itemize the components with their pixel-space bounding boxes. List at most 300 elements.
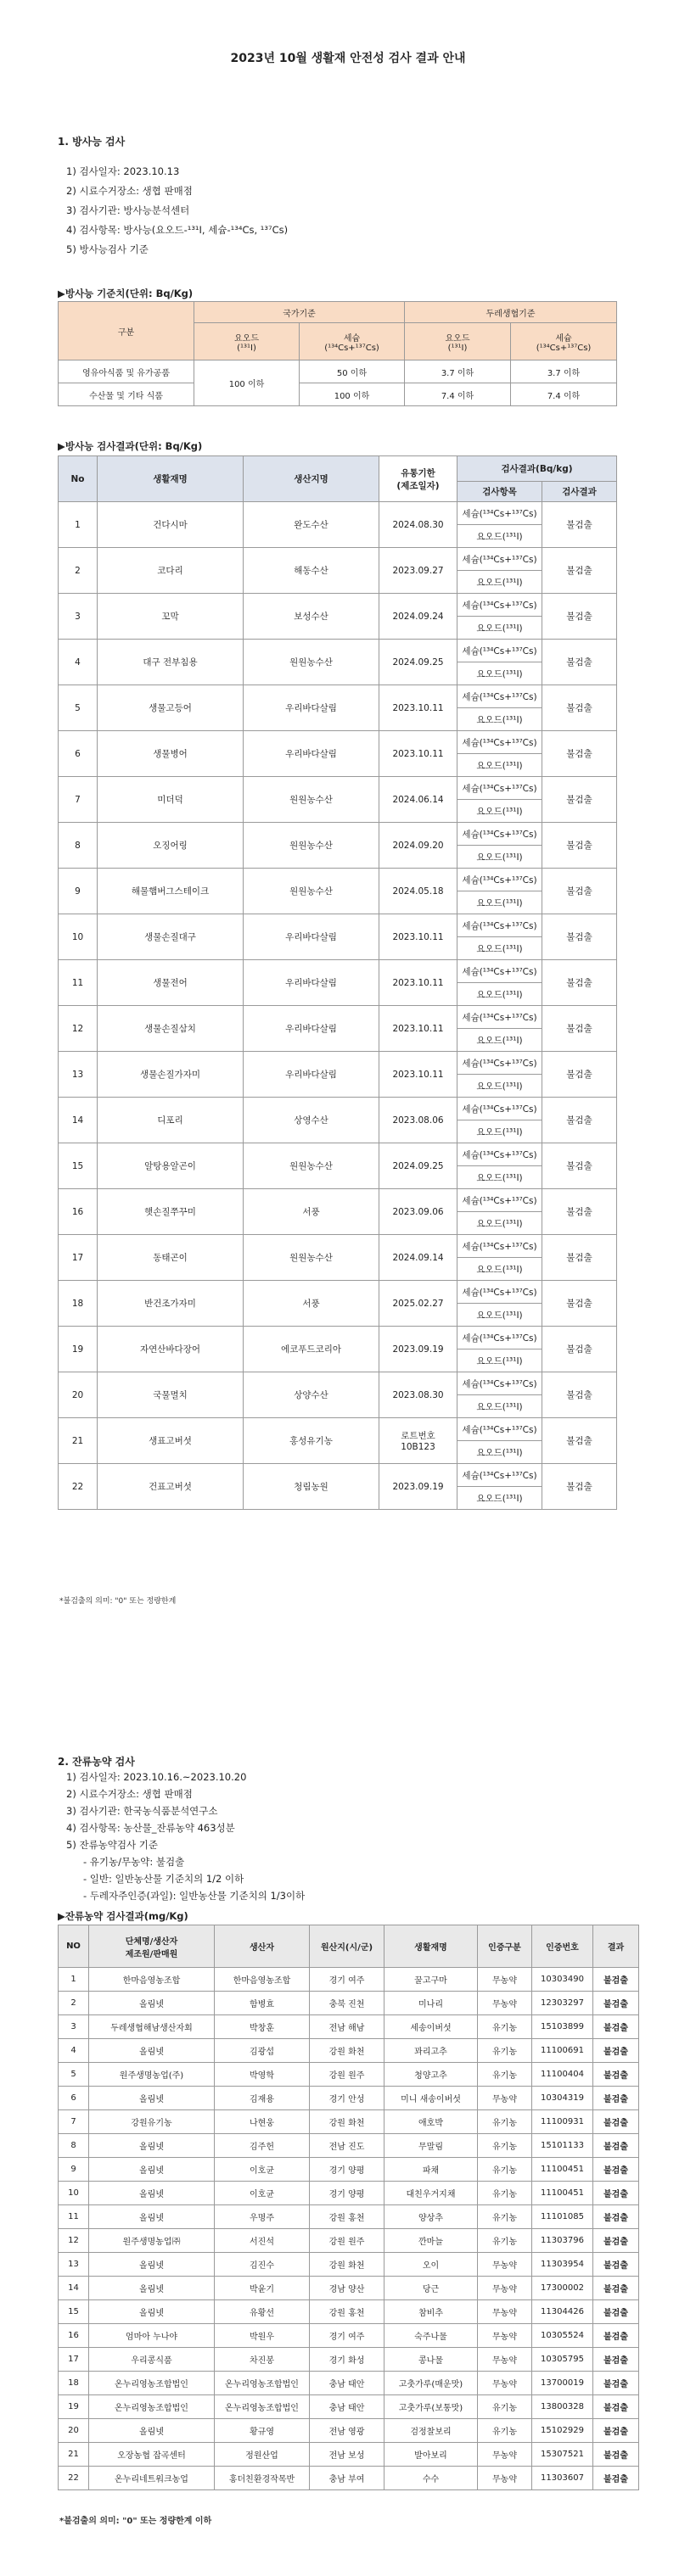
row-result: 불검출 bbox=[542, 1464, 617, 1510]
info-line: 1) 검사일자: 2023.10.13 bbox=[66, 165, 180, 177]
table-row bbox=[59, 2324, 639, 2348]
row-producer: 원원농수산 bbox=[244, 1235, 379, 1281]
std-dure-iodine: 7.4 이하 bbox=[405, 383, 511, 406]
cell-certno: 17300002 bbox=[532, 2277, 593, 2300]
row-date: 2023.10.11 bbox=[379, 685, 457, 731]
row-item: 생표고버섯 bbox=[98, 1418, 244, 1464]
table-row bbox=[59, 2372, 639, 2395]
info-line: - 두레자주인증(과일): 일반농산물 기준치의 1/3이하 bbox=[83, 1890, 306, 1902]
row-result: 불검출 bbox=[542, 548, 617, 594]
row-result: 불검출 bbox=[542, 1143, 617, 1189]
row-result: 불검출 bbox=[542, 1052, 617, 1098]
row-test-cesium: 세슘(¹³⁴Cs+¹³⁷Cs) bbox=[457, 731, 542, 754]
row-test-cesium: 세슘(¹³⁴Cs+¹³⁷Cs) bbox=[457, 640, 542, 662]
cell-origin: 충남 태안 bbox=[310, 2395, 384, 2419]
cell-origin: 강원 화천 bbox=[310, 2110, 384, 2134]
row-no: 20 bbox=[59, 1372, 98, 1418]
info-line: 3) 검사기관: 방사능분석센터 bbox=[66, 204, 190, 216]
row-no: 4 bbox=[59, 640, 98, 685]
cell-result: 불검출 bbox=[593, 2039, 639, 2063]
cell-origin: 경기 화성 bbox=[310, 2348, 384, 2372]
cell-item: 미니 새송이버섯 bbox=[384, 2087, 478, 2110]
cell-result: 불검출 bbox=[593, 2205, 639, 2229]
cell-cert: 유기농 bbox=[478, 2015, 532, 2039]
row-date: 2023.10.11 bbox=[379, 914, 457, 960]
row-result: 불검출 bbox=[542, 1418, 617, 1464]
cell-no: 21 bbox=[59, 2443, 89, 2467]
info-line: 5) 잔류농약검사 기준 bbox=[66, 1839, 158, 1851]
cell-certno: 15307521 bbox=[532, 2443, 593, 2467]
cell-result: 불검출 bbox=[593, 2182, 639, 2205]
cell-item: 애호박 bbox=[384, 2110, 478, 2134]
row-result: 불검출 bbox=[542, 594, 617, 640]
cell-item: 미나리 bbox=[384, 1992, 478, 2015]
cell-cert: 무농약 bbox=[478, 2467, 532, 2490]
row-test-cesium: 세슘(¹³⁴Cs+¹³⁷Cs) bbox=[457, 1418, 542, 1441]
col-test-item: 검사항목 bbox=[457, 482, 542, 502]
table-row bbox=[59, 2395, 639, 2419]
row-no: 13 bbox=[59, 1052, 98, 1098]
row-test-cesium: 세슘(¹³⁴Cs+¹³⁷Cs) bbox=[457, 685, 542, 708]
cell-result: 불검출 bbox=[593, 2253, 639, 2277]
cell-org: 엄마아 누나야 bbox=[89, 2324, 215, 2348]
section2-heading: 2. 잔류농약 검사 bbox=[58, 1756, 135, 1768]
cell-origin: 강원 화천 bbox=[310, 2253, 384, 2277]
cell-producer: 김주헌 bbox=[215, 2134, 310, 2158]
cell-cert: 무농약 bbox=[478, 1992, 532, 2015]
col-item: 생활재명 bbox=[384, 1925, 478, 1968]
info-line: 4) 검사항목: 농산물_잔류농약 463성분 bbox=[66, 1822, 235, 1834]
std-header-iodine: 요오드 (¹³¹I) bbox=[194, 323, 300, 360]
row-result: 불검출 bbox=[542, 914, 617, 960]
table-row bbox=[59, 1992, 639, 2015]
radiation-standard-table bbox=[58, 301, 617, 406]
cell-origin: 강원 홍천 bbox=[310, 2205, 384, 2229]
table-row bbox=[59, 2134, 639, 2158]
row-test-iodine: 요오드(¹³¹I) bbox=[457, 617, 542, 640]
cell-certno: 11100931 bbox=[532, 2110, 593, 2134]
cell-org: 원주생명농업(주) bbox=[89, 2063, 215, 2087]
row-result: 불검출 bbox=[542, 1189, 617, 1235]
table-row bbox=[59, 685, 617, 708]
cell-producer: 한마음영농조합 bbox=[215, 1968, 310, 1992]
table-row bbox=[59, 2182, 639, 2205]
cell-no: 12 bbox=[59, 2229, 89, 2253]
std-dure-cesium: 7.4 이하 bbox=[511, 383, 617, 406]
row-date: 2023.09.06 bbox=[379, 1189, 457, 1235]
cell-org: 한마음영농조합 bbox=[89, 1968, 215, 1992]
row-no: 16 bbox=[59, 1189, 98, 1235]
std-dure-iodine: 3.7 이하 bbox=[405, 360, 511, 383]
row-no: 7 bbox=[59, 777, 98, 823]
col-result: 결과 bbox=[593, 1925, 639, 1968]
cell-org: 올림넷 bbox=[89, 2419, 215, 2443]
row-test-iodine: 요오드(¹³¹I) bbox=[457, 754, 542, 777]
cell-no: 13 bbox=[59, 2253, 89, 2277]
cell-result: 불검출 bbox=[593, 1992, 639, 2015]
row-result: 불검출 bbox=[542, 869, 617, 914]
cell-certno: 11303954 bbox=[532, 2253, 593, 2277]
table-row bbox=[59, 1189, 617, 1212]
row-test-iodine: 요오드(¹³¹I) bbox=[457, 1120, 542, 1143]
section2-info bbox=[66, 1769, 305, 1904]
cell-producer: 이호균 bbox=[215, 2182, 310, 2205]
row-no: 8 bbox=[59, 823, 98, 869]
row-no: 3 bbox=[59, 594, 98, 640]
cell-no: 2 bbox=[59, 1992, 89, 2015]
col-item: 생활재명 bbox=[98, 456, 244, 502]
row-no: 17 bbox=[59, 1235, 98, 1281]
cell-no: 19 bbox=[59, 2395, 89, 2419]
cell-no: 7 bbox=[59, 2110, 89, 2134]
row-no: 5 bbox=[59, 685, 98, 731]
cell-producer: 우명주 bbox=[215, 2205, 310, 2229]
info-line: 3) 검사기관: 한국농식품분석연구소 bbox=[66, 1805, 218, 1817]
row-item: 알탕용알곤이 bbox=[98, 1143, 244, 1189]
table-row bbox=[59, 1464, 617, 1487]
std-national-cesium: 100 이하 bbox=[300, 383, 405, 406]
cell-result: 불검출 bbox=[593, 2300, 639, 2324]
row-test-iodine: 요오드(¹³¹I) bbox=[457, 983, 542, 1006]
info-line: - 일반: 일반농산물 기준치의 1/2 이하 bbox=[83, 1873, 244, 1885]
row-producer: 홍성유기농 bbox=[244, 1418, 379, 1464]
row-no: 18 bbox=[59, 1281, 98, 1327]
cell-cert: 무농약 bbox=[478, 2277, 532, 2300]
cell-org: 올림넷 bbox=[89, 2182, 215, 2205]
cell-origin: 강원 홍천 bbox=[310, 2300, 384, 2324]
row-no: 14 bbox=[59, 1098, 98, 1143]
table-row bbox=[59, 594, 617, 617]
row-producer: 해동수산 bbox=[244, 548, 379, 594]
row-test-iodine: 요오드(¹³¹I) bbox=[457, 571, 542, 594]
row-item: 꼬막 bbox=[98, 594, 244, 640]
row-test-cesium: 세슘(¹³⁴Cs+¹³⁷Cs) bbox=[457, 502, 542, 525]
row-item: 오징어링 bbox=[98, 823, 244, 869]
col-no: No bbox=[59, 456, 98, 502]
row-date: 2023.09.27 bbox=[379, 548, 457, 594]
cell-item: 양상추 bbox=[384, 2205, 478, 2229]
row-test-cesium: 세슘(¹³⁴Cs+¹³⁷Cs) bbox=[457, 1006, 542, 1029]
cell-certno: 10304319 bbox=[532, 2087, 593, 2110]
cell-item: 콩나물 bbox=[384, 2348, 478, 2372]
cell-no: 15 bbox=[59, 2300, 89, 2324]
cell-org: 온누리영농조합법인 bbox=[89, 2395, 215, 2419]
row-test-cesium: 세슘(¹³⁴Cs+¹³⁷Cs) bbox=[457, 1189, 542, 1212]
row-item: 생물병어 bbox=[98, 731, 244, 777]
col-date: 유통기한 (제조일자) bbox=[379, 456, 457, 502]
row-no: 11 bbox=[59, 960, 98, 1006]
row-date: 2023.09.19 bbox=[379, 1327, 457, 1372]
row-producer: 우리바다살림 bbox=[244, 1006, 379, 1052]
row-test-cesium: 세슘(¹³⁴Cs+¹³⁷Cs) bbox=[457, 1052, 542, 1075]
cell-cert: 유기농 bbox=[478, 2419, 532, 2443]
cell-producer: 박윤기 bbox=[215, 2277, 310, 2300]
row-date: 2023.10.11 bbox=[379, 1006, 457, 1052]
row-result: 불검출 bbox=[542, 1327, 617, 1372]
row-item: 국물멸치 bbox=[98, 1372, 244, 1418]
cell-item: 고춧가루(매운맛) bbox=[384, 2372, 478, 2395]
cell-producer: 온누리영농조합법인 bbox=[215, 2395, 310, 2419]
cell-item: 대친우거지채 bbox=[384, 2182, 478, 2205]
table-row bbox=[59, 2229, 639, 2253]
cell-cert: 무농약 bbox=[478, 2087, 532, 2110]
cell-no: 16 bbox=[59, 2324, 89, 2348]
cell-producer: 김광섭 bbox=[215, 2039, 310, 2063]
cell-org: 강원유기농 bbox=[89, 2110, 215, 2134]
cell-no: 14 bbox=[59, 2277, 89, 2300]
row-item: 햇손질쭈꾸미 bbox=[98, 1189, 244, 1235]
row-date: 2024.09.25 bbox=[379, 640, 457, 685]
table-row bbox=[59, 2253, 639, 2277]
cell-result: 불검출 bbox=[593, 2277, 639, 2300]
cell-origin: 경기 양평 bbox=[310, 2158, 384, 2182]
cell-origin: 강원 원주 bbox=[310, 2229, 384, 2253]
cell-producer: 정원산업 bbox=[215, 2443, 310, 2467]
row-date: 2023.08.30 bbox=[379, 1372, 457, 1418]
std-header-cesium: 세슘 (¹³⁴Cs+¹³⁷Cs) bbox=[300, 323, 405, 360]
cell-result: 불검출 bbox=[593, 2324, 639, 2348]
row-date: 2024.09.14 bbox=[379, 1235, 457, 1281]
cell-no: 9 bbox=[59, 2158, 89, 2182]
row-date: 2024.09.25 bbox=[379, 1143, 457, 1189]
section1-info bbox=[66, 162, 288, 260]
row-test-iodine: 요오드(¹³¹I) bbox=[457, 1395, 542, 1418]
cell-no: 4 bbox=[59, 2039, 89, 2063]
table-row bbox=[59, 2015, 639, 2039]
cell-certno: 10305524 bbox=[532, 2324, 593, 2348]
cell-producer: 이호균 bbox=[215, 2158, 310, 2182]
col-org: 단체명/생산자 제조원/판매원 bbox=[89, 1925, 215, 1968]
cell-cert: 무농약 bbox=[478, 1968, 532, 1992]
cell-no: 17 bbox=[59, 2348, 89, 2372]
cell-org: 올림넷 bbox=[89, 2039, 215, 2063]
row-test-iodine: 요오드(¹³¹I) bbox=[457, 937, 542, 960]
row-test-iodine: 요오드(¹³¹I) bbox=[457, 662, 542, 685]
table-row bbox=[59, 2419, 639, 2443]
table-row bbox=[59, 2110, 639, 2134]
cell-cert: 유기농 bbox=[478, 2395, 532, 2419]
cell-producer: 나현웅 bbox=[215, 2110, 310, 2134]
row-test-cesium: 세슘(¹³⁴Cs+¹³⁷Cs) bbox=[457, 1372, 542, 1395]
row-producer: 서풍 bbox=[244, 1189, 379, 1235]
row-date: 로트번호 10B123 bbox=[379, 1418, 457, 1464]
cell-org: 두레생협해남생산자회 bbox=[89, 2015, 215, 2039]
page-title: 2023년 10월 생활재 안전성 검사 결과 안내 bbox=[230, 52, 466, 65]
cell-result: 불검출 bbox=[593, 2110, 639, 2134]
cell-no: 20 bbox=[59, 2419, 89, 2443]
row-test-cesium: 세슘(¹³⁴Cs+¹³⁷Cs) bbox=[457, 869, 542, 891]
cell-item: 무말림 bbox=[384, 2134, 478, 2158]
row-no: 21 bbox=[59, 1418, 98, 1464]
std-national-cesium: 50 이하 bbox=[300, 360, 405, 383]
pesticide-note: *불검출의 의미: "0" 또는 정량한계 이하 bbox=[59, 2517, 212, 2526]
row-item: 자연산바다장어 bbox=[98, 1327, 244, 1372]
cell-origin: 경기 양평 bbox=[310, 2182, 384, 2205]
cell-org: 온누리네트워크농업 bbox=[89, 2467, 215, 2490]
cell-cert: 무농약 bbox=[478, 2443, 532, 2467]
cell-origin: 전남 진도 bbox=[310, 2134, 384, 2158]
row-date: 2024.08.30 bbox=[379, 502, 457, 548]
row-test-iodine: 요오드(¹³¹I) bbox=[457, 1258, 542, 1281]
std-row-label: 수산물 및 기타 식품 bbox=[59, 383, 194, 406]
table-row bbox=[59, 1098, 617, 1120]
row-no: 1 bbox=[59, 502, 98, 548]
cell-origin: 충남 태안 bbox=[310, 2372, 384, 2395]
radiation-note: *불검출의 의미: "0" 또는 정량한계 bbox=[59, 1597, 177, 1606]
row-test-iodine: 요오드(¹³¹I) bbox=[457, 891, 542, 914]
row-result: 불검출 bbox=[542, 640, 617, 685]
cell-item: 당근 bbox=[384, 2277, 478, 2300]
row-producer: 우리바다살림 bbox=[244, 1052, 379, 1098]
cell-item: 파채 bbox=[384, 2158, 478, 2182]
row-result: 불검출 bbox=[542, 1098, 617, 1143]
cell-result: 불검출 bbox=[593, 2087, 639, 2110]
cell-org: 올림넷 bbox=[89, 2205, 215, 2229]
table-row bbox=[59, 869, 617, 891]
row-test-cesium: 세슘(¹³⁴Cs+¹³⁷Cs) bbox=[457, 1235, 542, 1258]
std-header-group: 구분 bbox=[59, 302, 194, 360]
table-row bbox=[59, 1143, 617, 1166]
cell-result: 불검출 bbox=[593, 2229, 639, 2253]
cell-cert: 무농약 bbox=[478, 2253, 532, 2277]
cell-cert: 무농약 bbox=[478, 2324, 532, 2348]
cell-org: 올림넷 bbox=[89, 2134, 215, 2158]
cell-certno: 15101133 bbox=[532, 2134, 593, 2158]
row-producer: 원원농수산 bbox=[244, 777, 379, 823]
row-result: 불검출 bbox=[542, 777, 617, 823]
cell-no: 11 bbox=[59, 2205, 89, 2229]
std-header-cesium: 세슘 (¹³⁴Cs+¹³⁷Cs) bbox=[511, 323, 617, 360]
table-row bbox=[59, 548, 617, 571]
row-result: 불검출 bbox=[542, 1281, 617, 1327]
info-line: 2) 시료수거장소: 생협 판매점 bbox=[66, 1788, 193, 1800]
table-row bbox=[59, 1418, 617, 1441]
row-item: 생물손질삼치 bbox=[98, 1006, 244, 1052]
row-test-cesium: 세슘(¹³⁴Cs+¹³⁷Cs) bbox=[457, 1143, 542, 1166]
cell-cert: 유기농 bbox=[478, 2063, 532, 2087]
row-producer: 원원농수산 bbox=[244, 640, 379, 685]
cell-result: 불검출 bbox=[593, 2348, 639, 2372]
cell-certno: 11101085 bbox=[532, 2205, 593, 2229]
cell-result: 불검출 bbox=[593, 1968, 639, 1992]
radiation-result-table bbox=[58, 455, 617, 1510]
row-result: 불검출 bbox=[542, 1372, 617, 1418]
row-result: 불검출 bbox=[542, 731, 617, 777]
row-producer: 우리바다살림 bbox=[244, 960, 379, 1006]
cell-origin: 전남 보성 bbox=[310, 2443, 384, 2467]
cell-producer: 박원우 bbox=[215, 2324, 310, 2348]
cell-certno: 11303796 bbox=[532, 2229, 593, 2253]
cell-origin: 강원 화천 bbox=[310, 2039, 384, 2063]
cell-cert: 유기농 bbox=[478, 2039, 532, 2063]
cell-certno: 10305795 bbox=[532, 2348, 593, 2372]
info-line: 2) 시료수거장소: 생협 판매점 bbox=[66, 185, 193, 197]
cell-origin: 경기 여주 bbox=[310, 1968, 384, 1992]
table-row bbox=[59, 2039, 639, 2063]
row-test-cesium: 세슘(¹³⁴Cs+¹³⁷Cs) bbox=[457, 914, 542, 937]
std-header-national: 국가기준 bbox=[194, 302, 405, 323]
cell-producer: 홍더친환경작목반 bbox=[215, 2467, 310, 2490]
cell-no: 6 bbox=[59, 2087, 89, 2110]
row-no: 6 bbox=[59, 731, 98, 777]
table-row bbox=[59, 1052, 617, 1075]
table-row bbox=[59, 1281, 617, 1304]
row-test-iodine: 요오드(¹³¹I) bbox=[457, 1487, 542, 1510]
table-row bbox=[59, 2087, 639, 2110]
row-item: 건표고버섯 bbox=[98, 1464, 244, 1510]
row-no: 22 bbox=[59, 1464, 98, 1510]
cell-certno: 13700019 bbox=[532, 2372, 593, 2395]
cell-item: 청양고추 bbox=[384, 2063, 478, 2087]
row-no: 2 bbox=[59, 548, 98, 594]
row-test-iodine: 요오드(¹³¹I) bbox=[457, 1029, 542, 1052]
cell-item: 세송이버섯 bbox=[384, 2015, 478, 2039]
cell-certno: 11100691 bbox=[532, 2039, 593, 2063]
cell-no: 10 bbox=[59, 2182, 89, 2205]
row-item: 생물손질대구 bbox=[98, 914, 244, 960]
row-test-cesium: 세슘(¹³⁴Cs+¹³⁷Cs) bbox=[457, 1464, 542, 1487]
cell-origin: 전남 영광 bbox=[310, 2419, 384, 2443]
row-item: 동태곤이 bbox=[98, 1235, 244, 1281]
cell-no: 18 bbox=[59, 2372, 89, 2395]
row-date: 2023.10.11 bbox=[379, 960, 457, 1006]
table-row bbox=[59, 2277, 639, 2300]
cell-result: 불검출 bbox=[593, 2443, 639, 2467]
table-row bbox=[59, 1006, 617, 1029]
row-test-cesium: 세슘(¹³⁴Cs+¹³⁷Cs) bbox=[457, 777, 542, 800]
cell-result: 불검출 bbox=[593, 2063, 639, 2087]
table-row bbox=[59, 1235, 617, 1258]
row-test-cesium: 세슘(¹³⁴Cs+¹³⁷Cs) bbox=[457, 960, 542, 983]
pesticide-caption: ▶잔류농약 검사결과(mg/Kg) bbox=[58, 1910, 188, 1922]
std-header-iodine: 요오드 (¹³¹I) bbox=[405, 323, 511, 360]
table-row bbox=[59, 914, 617, 937]
cell-certno: 13800328 bbox=[532, 2395, 593, 2419]
cell-producer: 차진봉 bbox=[215, 2348, 310, 2372]
row-test-iodine: 요오드(¹³¹I) bbox=[457, 1075, 542, 1098]
cell-org: 우리콩식품 bbox=[89, 2348, 215, 2372]
row-date: 2024.06.14 bbox=[379, 777, 457, 823]
row-test-cesium: 세슘(¹³⁴Cs+¹³⁷Cs) bbox=[457, 1098, 542, 1120]
cell-cert: 유기농 bbox=[478, 2205, 532, 2229]
row-item: 생물손질가자미 bbox=[98, 1052, 244, 1098]
table-row bbox=[59, 1968, 639, 1992]
row-producer: 우리바다살림 bbox=[244, 685, 379, 731]
std-national-iodine: 100 이하 bbox=[194, 360, 300, 406]
row-item: 해물햄버그스테이크 bbox=[98, 869, 244, 914]
cell-result: 불검출 bbox=[593, 2467, 639, 2490]
row-item: 생물고등어 bbox=[98, 685, 244, 731]
cell-origin: 강원 원주 bbox=[310, 2063, 384, 2087]
table-row bbox=[59, 777, 617, 800]
cell-certno: 11100451 bbox=[532, 2158, 593, 2182]
row-producer: 완도수산 bbox=[244, 502, 379, 548]
cell-origin: 충북 진천 bbox=[310, 1992, 384, 2015]
row-date: 2023.09.19 bbox=[379, 1464, 457, 1510]
cell-result: 불검출 bbox=[593, 2372, 639, 2395]
row-item: 대구 전부침용 bbox=[98, 640, 244, 685]
row-item: 디포리 bbox=[98, 1098, 244, 1143]
cell-certno: 12303297 bbox=[532, 1992, 593, 2015]
row-result: 불검출 bbox=[542, 960, 617, 1006]
cell-cert: 유기농 bbox=[478, 2182, 532, 2205]
row-producer: 원원농수산 bbox=[244, 869, 379, 914]
cell-org: 올림넷 bbox=[89, 2277, 215, 2300]
cell-cert: 유기농 bbox=[478, 2134, 532, 2158]
std-dure-cesium: 3.7 이하 bbox=[511, 360, 617, 383]
cell-result: 불검출 bbox=[593, 2015, 639, 2039]
cell-certno: 11100451 bbox=[532, 2182, 593, 2205]
